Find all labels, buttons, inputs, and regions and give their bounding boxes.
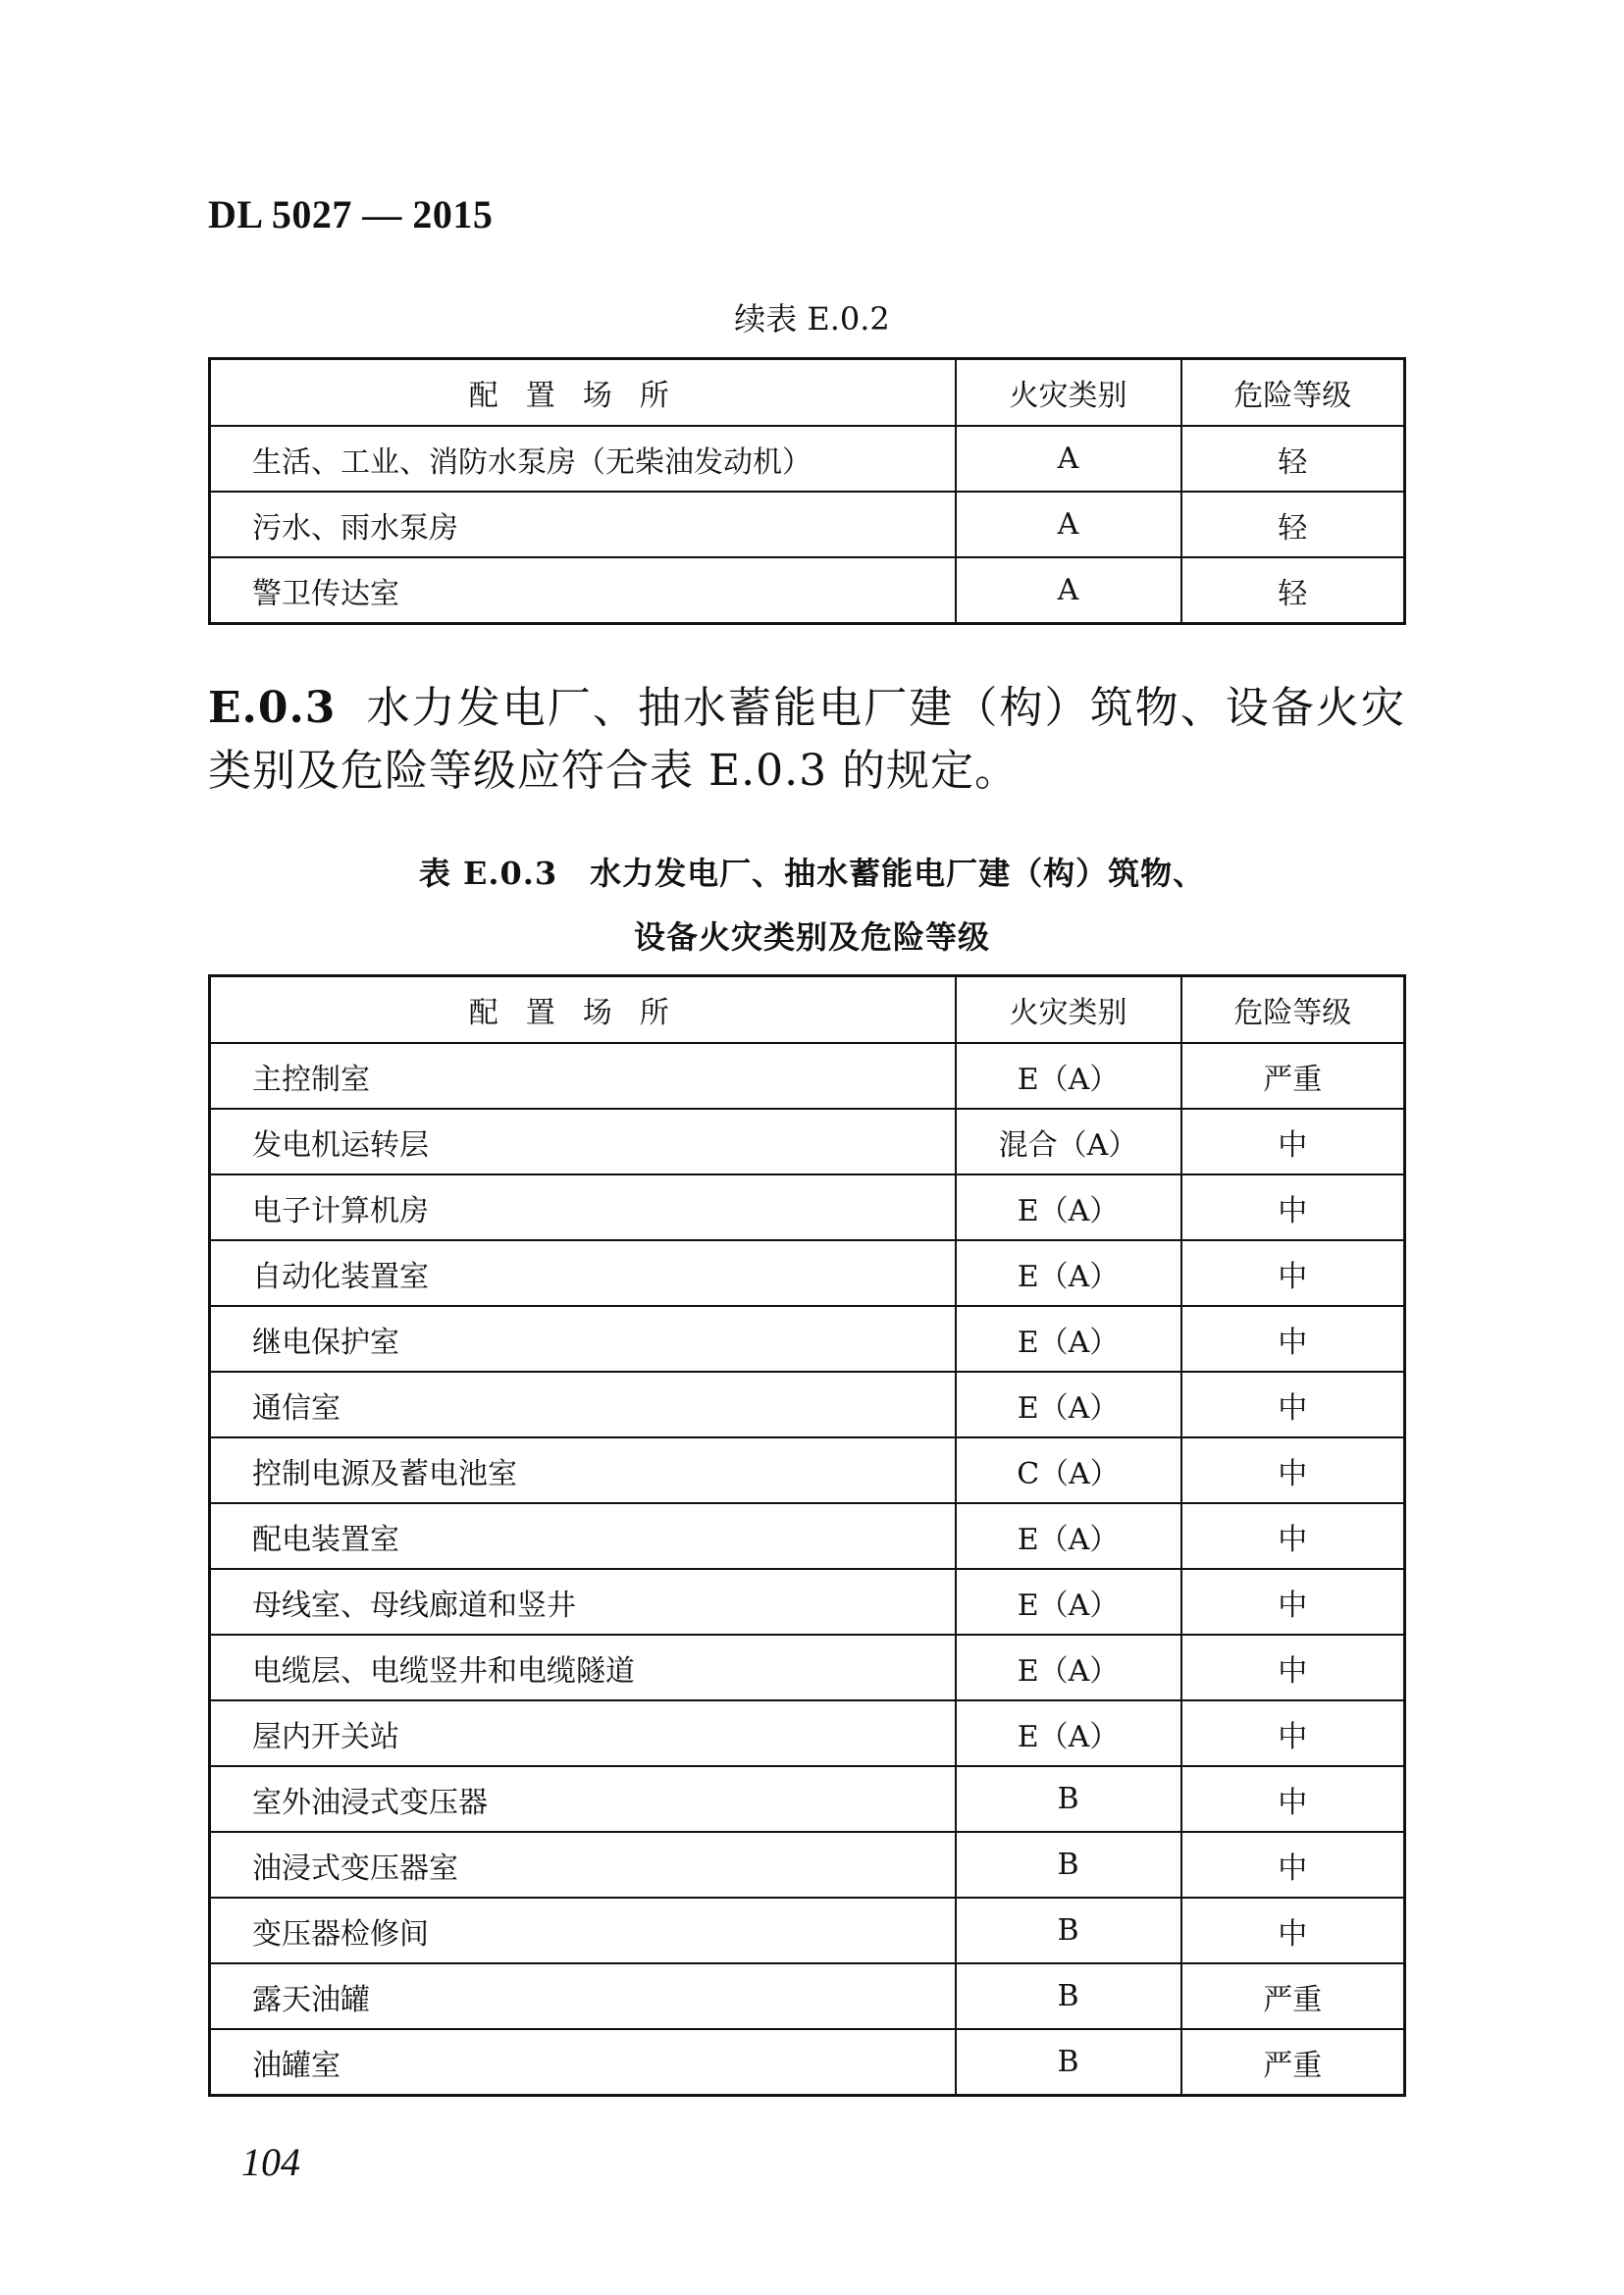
cell-place: 母线室、母线廊道和竖井 <box>210 1569 956 1635</box>
cell-fire-category: B <box>956 1766 1181 1832</box>
header-fire-category: 火灾类别 <box>956 976 1181 1044</box>
table-row <box>210 1306 1405 1372</box>
cell-place: 警卫传达室 <box>210 557 956 624</box>
cell-hazard-level: 中 <box>1181 1700 1405 1766</box>
cell-place: 主控制室 <box>210 1043 956 1109</box>
cell-fire-category: E（A） <box>956 1635 1181 1700</box>
cell-place: 油罐室 <box>210 2029 956 2096</box>
table-row <box>210 1635 1405 1700</box>
cell-fire-category: A <box>956 492 1181 557</box>
cell-hazard-level: 中 <box>1181 1569 1405 1635</box>
header-hazard-level: 危险等级 <box>1181 976 1405 1044</box>
cell-fire-category: B <box>956 1963 1181 2029</box>
table-row <box>210 2029 1405 2096</box>
cell-place: 继电保护室 <box>210 1306 956 1372</box>
cell-place: 配电装置室 <box>210 1503 956 1569</box>
table-header-row <box>210 976 1405 1044</box>
cell-place: 自动化装置室 <box>210 1240 956 1306</box>
cell-fire-category: E（A） <box>956 1306 1181 1372</box>
cell-hazard-level: 严重 <box>1181 2029 1405 2096</box>
cell-hazard-level: 中 <box>1181 1898 1405 1963</box>
cell-hazard-level: 轻 <box>1181 492 1405 557</box>
cell-place: 室外油浸式变压器 <box>210 1766 956 1832</box>
table-row <box>210 426 1405 492</box>
cell-hazard-level: 中 <box>1181 1766 1405 1832</box>
main-table-caption-line2: 设备火灾类别及危险等级 <box>633 918 990 956</box>
header-place: 配置场所 <box>210 976 956 1044</box>
cell-hazard-level: 中 <box>1181 1109 1405 1174</box>
continued-table <box>208 357 1406 625</box>
cell-place: 发电机运转层 <box>210 1109 956 1174</box>
table-row <box>210 1372 1405 1437</box>
page-number: 104 <box>241 2140 300 2184</box>
cell-fire-category: B <box>956 1832 1181 1898</box>
table-row <box>210 1963 1405 2029</box>
cell-hazard-level: 中 <box>1181 1174 1405 1240</box>
cell-fire-category: E（A） <box>956 1174 1181 1240</box>
cell-fire-category: C（A） <box>956 1437 1181 1503</box>
table-row <box>210 1832 1405 1898</box>
cell-fire-category: A <box>956 557 1181 624</box>
cell-place: 电缆层、电缆竖井和电缆隧道 <box>210 1635 956 1700</box>
cell-hazard-level: 中 <box>1181 1306 1405 1372</box>
table-row <box>210 1766 1405 1832</box>
cell-fire-category: E（A） <box>956 1503 1181 1569</box>
cell-place: 电子计算机房 <box>210 1174 956 1240</box>
cell-hazard-level: 中 <box>1181 1832 1405 1898</box>
table-row <box>210 492 1405 557</box>
table-row <box>210 1240 1405 1306</box>
table-row <box>210 557 1405 624</box>
main-table <box>208 974 1406 2097</box>
header-place: 配置场所 <box>210 359 956 427</box>
clause-paragraph <box>208 677 1405 803</box>
cell-hazard-level: 严重 <box>1181 1043 1405 1109</box>
cell-place: 屋内开关站 <box>210 1700 956 1766</box>
clause-text: 水力发电厂、抽水蓄能电厂建（构）筑物、设备火灾类别及危险等级应符合表 E.0.3 的规定。 <box>208 683 1405 796</box>
cell-place: 控制电源及蓄电池室 <box>210 1437 956 1503</box>
table-row <box>210 1174 1405 1240</box>
cell-place: 污水、雨水泵房 <box>210 492 956 557</box>
cell-place: 油浸式变压器室 <box>210 1832 956 1898</box>
cell-hazard-level: 中 <box>1181 1635 1405 1700</box>
cell-place: 变压器检修间 <box>210 1898 956 1963</box>
cell-fire-category: E（A） <box>956 1240 1181 1306</box>
cell-fire-category: E（A） <box>956 1700 1181 1766</box>
table-row <box>210 1700 1405 1766</box>
cell-fire-category: B <box>956 1898 1181 1963</box>
cell-hazard-level: 中 <box>1181 1240 1405 1306</box>
continued-table-caption: 续表 E.0.2 <box>734 300 890 338</box>
cell-fire-category: E（A） <box>956 1372 1181 1437</box>
table-header-row <box>210 359 1405 427</box>
cell-fire-category: A <box>956 426 1181 492</box>
header-fire-category: 火灾类别 <box>956 359 1181 427</box>
table-row <box>210 1503 1405 1569</box>
cell-hazard-level: 中 <box>1181 1503 1405 1569</box>
cell-place: 通信室 <box>210 1372 956 1437</box>
cell-hazard-level: 中 <box>1181 1372 1405 1437</box>
cell-place: 露天油罐 <box>210 1963 956 2029</box>
cell-fire-category: B <box>956 2029 1181 2096</box>
document-code: DL 5027 — 2015 <box>208 192 494 236</box>
cell-hazard-level: 中 <box>1181 1437 1405 1503</box>
header-hazard-level: 危险等级 <box>1181 359 1405 427</box>
table-row <box>210 1109 1405 1174</box>
cell-fire-category: E（A） <box>956 1043 1181 1109</box>
main-table-caption-line1: 表 E.0.3 水力发电厂、抽水蓄能电厂建（构）筑物、 <box>418 855 1206 892</box>
clause-number: E.0.3 <box>208 683 337 733</box>
cell-place: 生活、工业、消防水泵房（无柴油发动机） <box>210 426 956 492</box>
cell-hazard-level: 轻 <box>1181 557 1405 624</box>
cell-fire-category: E（A） <box>956 1569 1181 1635</box>
cell-hazard-level: 轻 <box>1181 426 1405 492</box>
table-row <box>210 1043 1405 1109</box>
cell-hazard-level: 严重 <box>1181 1963 1405 2029</box>
cell-fire-category: 混合（A） <box>956 1109 1181 1174</box>
table-row <box>210 1437 1405 1503</box>
table-row <box>210 1898 1405 1963</box>
table-row <box>210 1569 1405 1635</box>
